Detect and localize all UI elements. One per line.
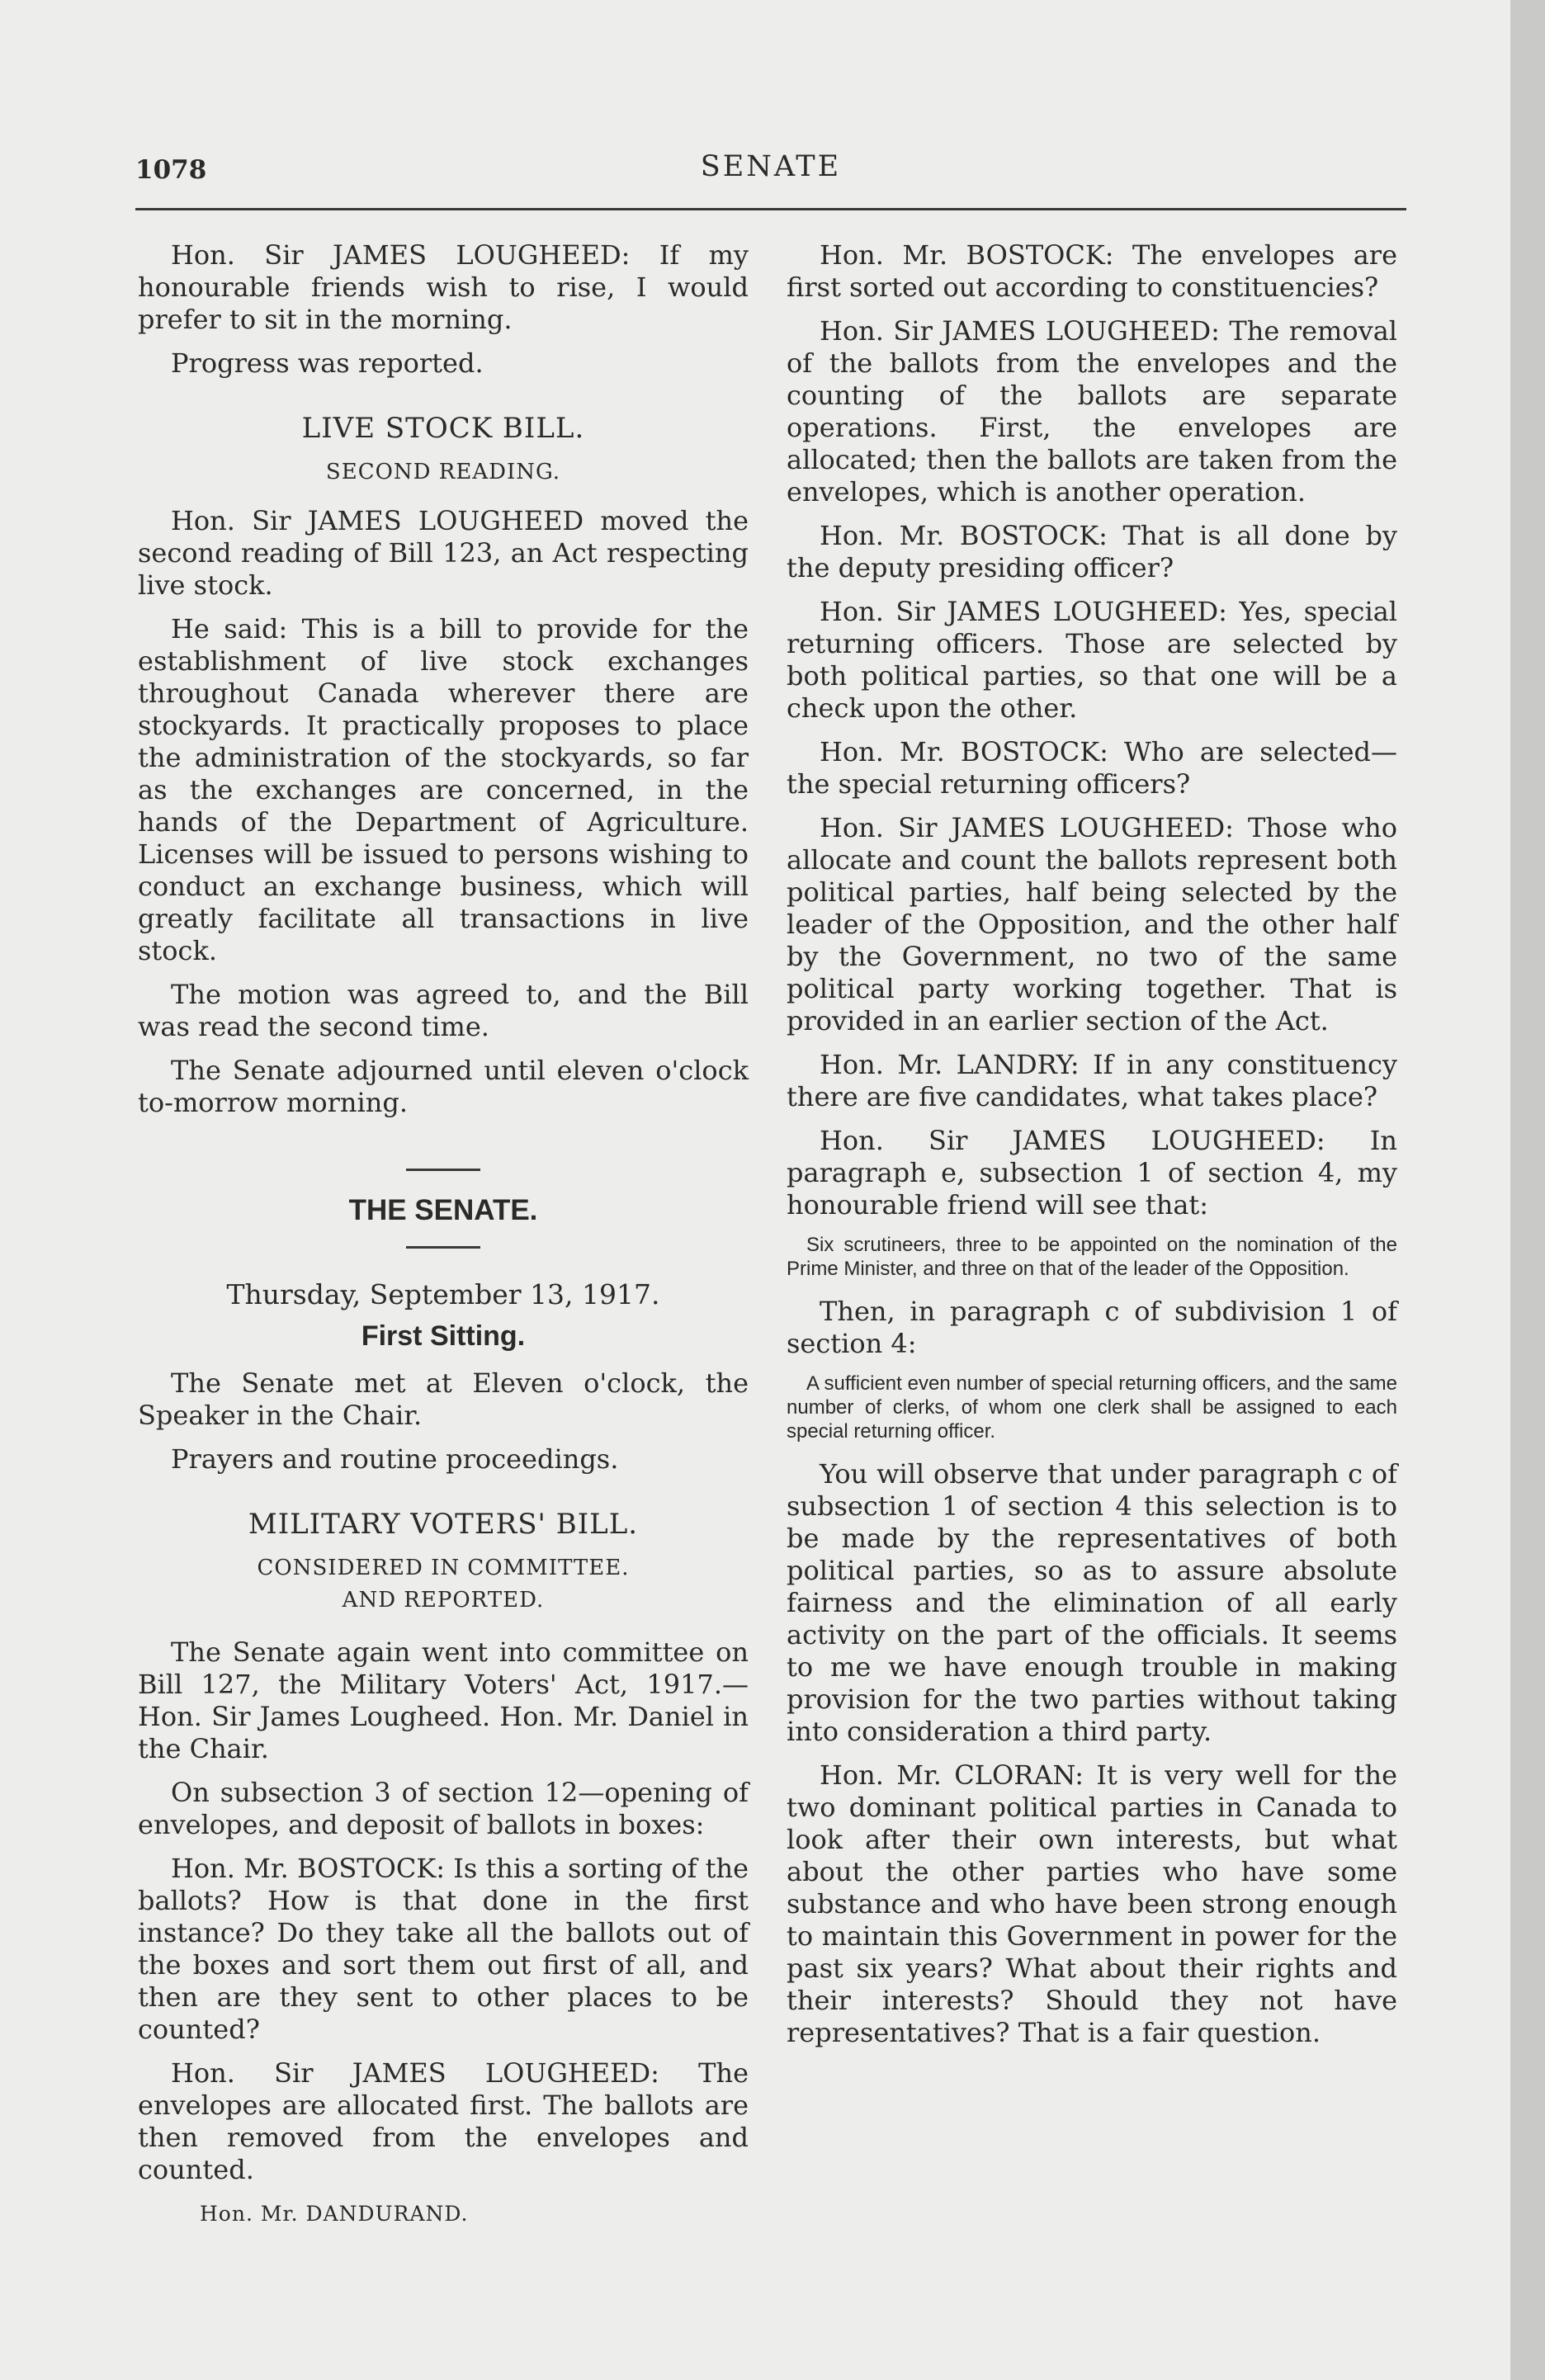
running-title: SENATE [700, 150, 842, 183]
paragraph: The Senate adjourned until eleven o'clock to-morrow morning. [138, 1055, 749, 1118]
sitting-title: First Sitting. [361, 1320, 526, 1352]
right-column [787, 239, 1397, 2061]
scan-edge [1510, 0, 1545, 2380]
paragraph: Hon. Mr. BOSTOCK: The envelopes are first sorted out according to constituencies? [787, 239, 1397, 303]
paragraph: Hon. Sir JAMES LOUGHEED: The removal of the ballots from the envelopes and the counting of the ballots are separate operations. First, the envelopes are allocated; then the ballots are taken from the envelopes, which is another operation. [787, 315, 1397, 508]
paragraph: The Senate met at Eleven o'clock, the Speaker in the Chair. [138, 1367, 749, 1431]
section-subtitle: CONSIDERED IN COMMITTEE. [257, 1556, 630, 1580]
paragraph: You will observe that under paragraph c of subsection 1 of section 4 this selection is to be made by the representatives of both political parties, so as to assure absolute fairness and the elimination of all early activity on the part of the officials. It seems to me we have enough trouble in making provision for the two parties without taking into consideration a third party. [787, 1458, 1397, 1747]
paragraph: Hon. Sir JAMES LOUGHEED: In paragraph e, subsection 1 of section 4, my honourable friend will see that: [787, 1125, 1397, 1221]
paragraph: The Senate again went into committee on Bill 127, the Military Voters' Act, 1917.—Hon. Sir James Lougheed. Hon. Mr. Daniel in the Chair. [138, 1636, 749, 1764]
paragraph: He said: This is a bill to provide for the establishment of live stock exchanges throughout Canada wherever there are stockyards. It practically proposes to place the administration of the stockyards, so far as the exchanges are concerned, in the hands of the Department of Agriculture. Licenses will be issued to persons wishing to conduct an exchange business, which will greatly facilitate all transactions in live stock. [138, 613, 749, 966]
paragraph: Progress was reported. [171, 347, 484, 379]
section-title: LIVE STOCK BILL. [301, 412, 585, 445]
section-subtitle: AND REPORTED. [342, 1588, 545, 1613]
paragraph: Hon. Mr. CLORAN: It is very well for the two dominant political parties in Canada to look after their own interests, but what about the other parties who have some substance and who have been strong enough to maintain this Government in power for the past six years? What about their rights and their interests? Should they not have representatives? That is a fair question. [787, 1759, 1397, 2048]
paragraph: Hon. Sir JAMES LOUGHEED: If my honourable friends wish to rise, I would prefer to sit in the morning. [138, 239, 749, 335]
paragraph: Hon. Mr. LANDRY: If in any constituency there are five candidates, what takes place? [787, 1049, 1397, 1112]
paragraph: Then, in paragraph c of subdivision 1 of section 4: [787, 1296, 1397, 1359]
paragraph: Prayers and routine proceedings. [171, 1443, 619, 1475]
paragraph: The motion was agreed to, and the Bill was read the second time. [138, 979, 749, 1042]
sitting-date: Thursday, September 13, 1917. [226, 1278, 660, 1310]
header-rule [135, 208, 1406, 210]
divider [406, 1169, 480, 1171]
page-header [135, 147, 1406, 188]
signature-line: Hon. Mr. DANDURAND. [200, 2202, 469, 2226]
paragraph: Hon. Sir JAMES LOUGHEED: Those who allocate and count the ballots represent both political parties, half being selected by the leader of the Opposition, and the other half by the Government, no two of the same political party working together. That is provided in an earlier section of the Act. [787, 812, 1397, 1037]
left-column [138, 239, 749, 2230]
section-subtitle: SECOND READING. [325, 460, 561, 484]
section-title: MILITARY VOTERS' BILL. [248, 1508, 639, 1541]
paragraph: Hon. Mr. BOSTOCK: Is this a sorting of the ballots? How is that done in the first instance? Do they take all the ballots out of the boxes and sort them out first of all, and then are they sent to other places to be counted? [138, 1853, 749, 2045]
senate-heading: THE SENATE. [348, 1194, 538, 1226]
paragraph: Hon. Mr. BOSTOCK: That is all done by the deputy presiding officer? [787, 520, 1397, 583]
divider [406, 1246, 480, 1249]
quoted-text: Six scrutineers, three to be appointed on the nomination of the Prime Minister, and three on that of the leader of the Opposition. [787, 1234, 1397, 1280]
page-number: 1078 [135, 155, 207, 185]
paragraph: Hon. Sir JAMES LOUGHEED: Yes, special returning officers. Those are selected by both political parties, so that one will be a check upon the other. [787, 596, 1397, 724]
paragraph: Hon. Mr. BOSTOCK: Who are selected—the special returning officers? [787, 736, 1397, 800]
paragraph: Hon. Sir JAMES LOUGHEED: The envelopes are allocated first. The ballots are then removed from the envelopes and counted. [138, 2057, 749, 2185]
quoted-text: A sufficient even number of special returning officers, and the same number of clerks, of whom one clerk shall be assigned to each special returning officer. [787, 1372, 1397, 1443]
paragraph: On subsection 3 of section 12—opening of envelopes, and deposit of ballots in boxes: [138, 1777, 749, 1840]
paragraph: Hon. Sir JAMES LOUGHEED moved the second reading of Bill 123, an Act respecting live stock. [138, 505, 749, 601]
